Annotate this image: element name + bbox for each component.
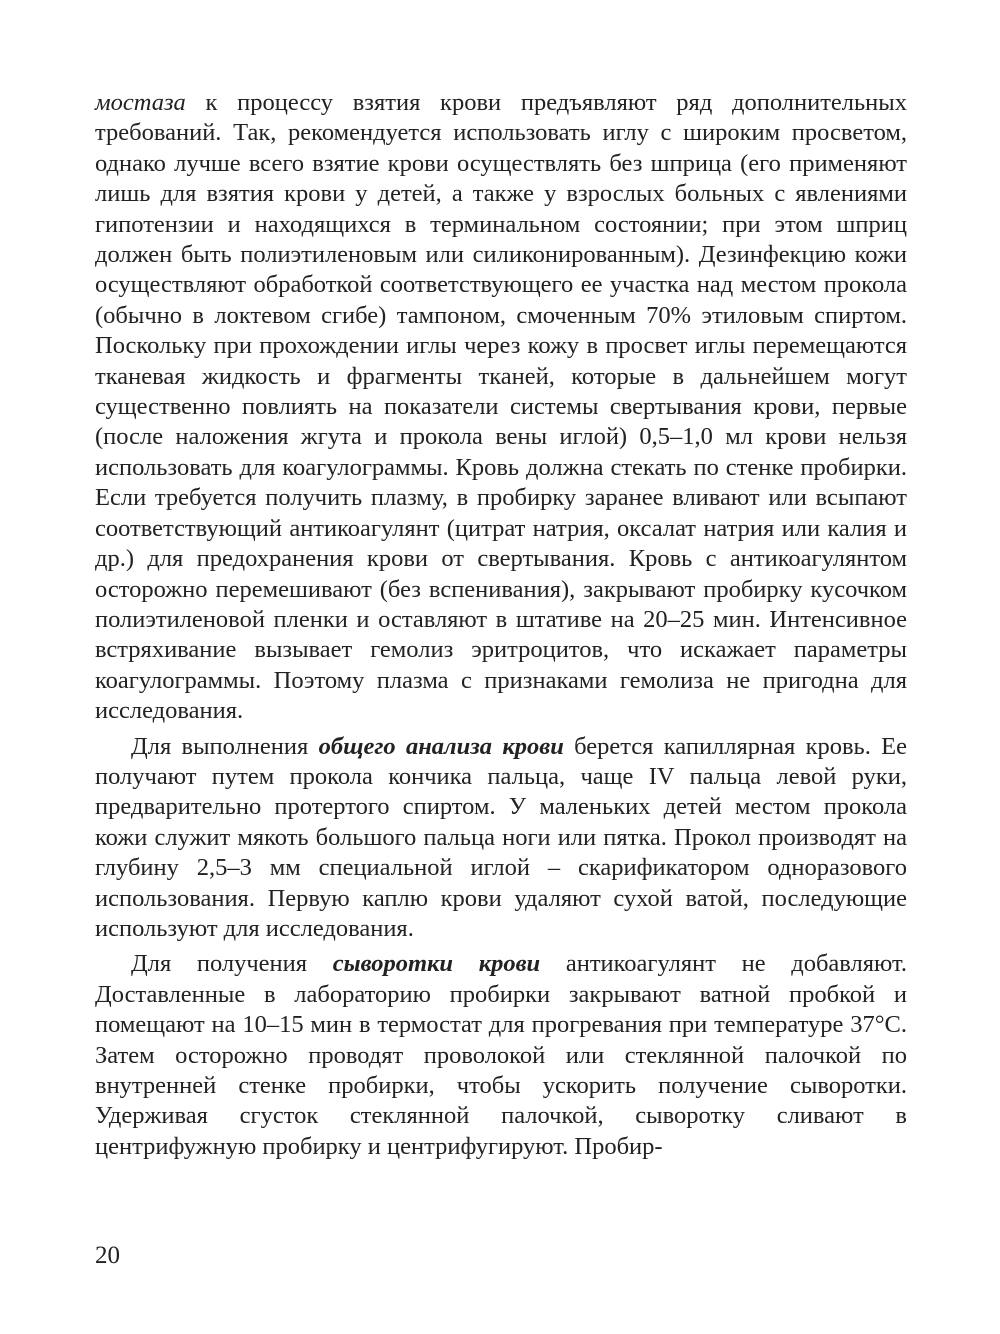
page-number: 20: [95, 1242, 120, 1269]
paragraph-3-before: Для получения: [131, 950, 333, 978]
paragraph-1-text: к процессу взятия крови предъявляют ряд дополнительных требований. Так, рекомендуется использовать иглу с широким просветом, однако лучше всего взятие крови осуществлять без шприца (его применяют лишь для взятия крови у детей, а также у взрослых больных с явлениями гипотензии и находящихся в терминальном состоянии; при этом шприц должен быть полиэтиленовым или силиконированным). Дезинфекцию кожи осуществляют обработкой соответствующего ее участка над местом прокола (обычно в локтевом сгибе) тампоном, смоченным 70% этиловым спиртом. Поскольку при прохождении иглы через кожу в просвет иглы перемещаются тканевая жидкость и фрагменты тканей, которые в дальнейшем могут существенно повлиять на показатели системы свертывания крови, первые (после наложения жгута и прокола вены иглой) 0,5–1,0 мл крови нельзя использовать для коагулограммы. Кровь должна стекать по стенке пробирки. Если требуется получить плазму, в пробирку заранее вливают или всыпают соответствующий антикоагулянт (цитрат натрия, оксалат натрия или калия и др.) для предохранения крови от свертывания. Кровь с антикоагулянтом осторожно перемешивают (без вспенивания), закрывают пробирку кусочком полиэтиленовой пленки и оставляют в штативе на 20–25 мин. Интенсивное встряхивание вызывает гемолиз эритроцитов, что искажает параметры коагулограммы. Поэтому плазма с признаками гемолиза не пригодна для исследования.: [95, 89, 907, 725]
body-text: [95, 88, 907, 1162]
paragraph-1: [95, 88, 907, 727]
paragraph-2-before: Для выполнения: [131, 732, 319, 760]
paragraph-3-emphasis: сыворотки крови: [332, 950, 541, 978]
paragraph-2-after: берется капиллярная кровь. Ее получают путем прокола кончика пальца, чаще IV пальца левой руки, предварительно протертого спиртом. У маленьких детей местом прокола кожи служит мякоть большого пальца ноги или пятка. Прокол производят на глубину 2,5–3 мм специальной иглой – скарификатором одноразового использования. Первую каплю крови удаляют сухой ватой, последующие используют для исследования.: [95, 732, 908, 942]
paragraph-2: [95, 732, 907, 945]
paragraph-3: [95, 949, 907, 1162]
paragraph-3-after: антикоагулянт не добавляют. Доставленные в лабораторию пробирки закрывают ватной пробкой и помещают на 10–15 мин в термостат для прогревания при температуре 37°С. Затем осторожно проводят проволокой или стеклянной палочкой по внутренней стенке пробирки, чтобы ускорить получение сыворотки. Удерживая сгусток стеклянной палочкой, сыворотку сливают в центрифужную пробирку и центрифугируют. Пробир-: [95, 950, 907, 1160]
paragraph-2-emphasis: общего анализа крови: [318, 732, 564, 760]
paragraph-1-italic-lead: мостаза: [95, 89, 186, 116]
